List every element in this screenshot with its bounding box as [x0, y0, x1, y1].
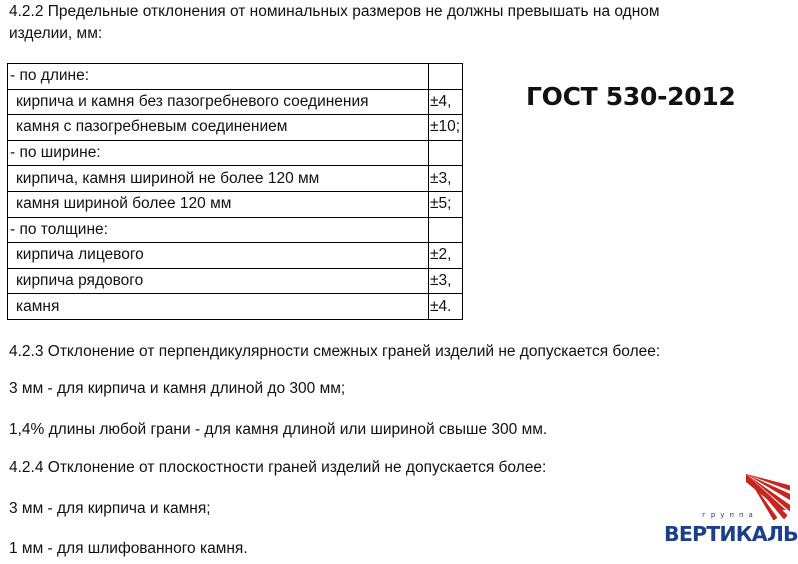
- table-row: [8, 115, 463, 141]
- section-4-2-2-line-2: изделии, мм:: [9, 25, 103, 42]
- table-group-header: - по ширине:: [8, 140, 429, 166]
- section-4-2-2: [9, 1, 660, 45]
- table-group-header-empty: [429, 140, 463, 166]
- table-group-header-empty: [429, 64, 463, 90]
- deviation-table: [7, 63, 463, 320]
- table-row-value: ±3,: [429, 268, 463, 294]
- logo-word: ВЕРТИКАЛЬ: [664, 522, 798, 546]
- section-4-2-3-item-1: 3 мм - для кирпича и камня длиной до 300 мм;: [9, 380, 346, 397]
- table-group-header: - по толщине:: [8, 217, 429, 243]
- table-row-label: кирпича лицевого: [8, 243, 429, 269]
- table-row-value: ±5;: [429, 191, 463, 217]
- table-row: [8, 166, 463, 192]
- table-row-value: ±4,: [429, 89, 463, 115]
- table-row-label: кирпича рядового: [8, 268, 429, 294]
- section-4-2-4-item-2: 1 мм - для шлифованного камня.: [9, 540, 248, 557]
- table-group-header: - по длине:: [8, 64, 429, 90]
- gost-title: ГОСТ 530-2012: [526, 82, 736, 111]
- table-row: [8, 294, 463, 320]
- table-group-header-row: [8, 140, 463, 166]
- table-row-label: камня шириной более 120 мм: [8, 191, 429, 217]
- table-row-value: ±4.: [429, 294, 463, 320]
- table-row-label: камня: [8, 294, 429, 320]
- section-4-2-4-item-1: 3 мм - для кирпича и камня;: [9, 500, 211, 517]
- section-4-2-4: 4.2.4 Отклонение от плоскостности граней изделий не допускается более:: [9, 459, 547, 476]
- table-row: [8, 191, 463, 217]
- section-4-2-3-item-2: 1,4% длины любой грани - для камня длиной или шириной свыше 300 мм.: [9, 421, 548, 438]
- table-group-header-empty: [429, 217, 463, 243]
- vertikal-logo: [664, 470, 798, 556]
- table-row-value: ±2,: [429, 243, 463, 269]
- table-group-header-row: [8, 217, 463, 243]
- table-row-label: камня с пазогребневым соединением: [8, 115, 429, 141]
- section-4-2-3: 4.2.3 Отклонение от перпендикулярности смежных граней изделий не допускается более:: [9, 343, 661, 360]
- table-row: [8, 243, 463, 269]
- table-row-label: кирпича, камня шириной не более 120 мм: [8, 166, 429, 192]
- table-row-value: ±3,: [429, 166, 463, 192]
- table-row: [8, 268, 463, 294]
- table-group-header-row: [8, 64, 463, 90]
- table-row-value: ±10;: [429, 115, 463, 141]
- logo-small-text: группа: [702, 511, 758, 519]
- section-4-2-2-line-1: 4.2.2 Предельные отклонения от номинальных размеров не должны превышать на одном: [9, 3, 660, 20]
- table-row: [8, 89, 463, 115]
- table-row-label: кирпича и камня без пазогребневого соединения: [8, 89, 429, 115]
